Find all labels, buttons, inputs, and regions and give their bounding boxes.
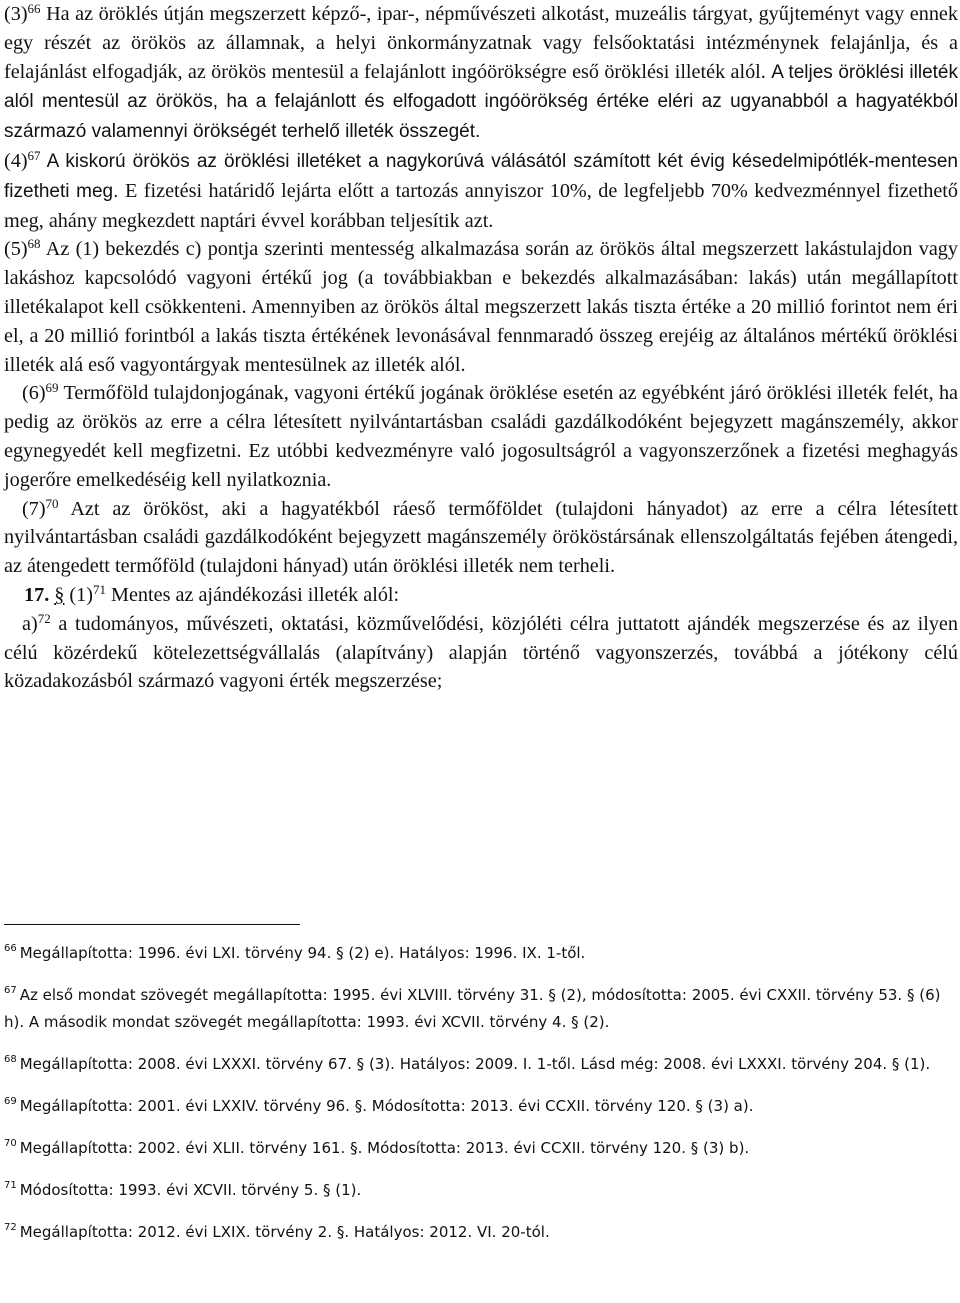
point-text: a tudományos, művészeti, oktatási, közművelődési, közjóléti célra juttatott ajándék megszerzése és az ilyen célú közérdekű kötelezettségvállalás (alapítvány) alapján történő vagyonszerzés, továbbá a jótékony célú közadakozásból származó vagyoni érték megszerzése; <box>4 612 958 693</box>
footnote-number: 68 <box>4 1054 17 1065</box>
footnote-number: 71 <box>4 1180 17 1191</box>
paragraph-text: Termőföld tulajdonjogának, vagyoni értékű jogának öröklése esetén az egyébként járó öröklési illeték felét, ha pedig az örökös az erre a célra létesített nyilvántartásban családi gazdálkodóként bejegyzett magánszemély, akkor egynegyedét kell megfizetni. <box>4 382 958 462</box>
footnote-ref[interactable]: 70 <box>45 495 59 511</box>
paragraph-7 <box>4 495 958 581</box>
paragraph-text: Ez utóbbi kedvezményre való jogosultságról a vagyonszerzőnek a fizetési meghagyás jogerőre emelkedéséig kell nyilatkoznia. <box>4 439 958 491</box>
footnote-number: 66 <box>4 943 17 954</box>
paragraph-4 <box>4 147 958 235</box>
footnote-text: Megállapította: 2001. évi LXXIV. törvény 96. §. Módosította: 2013. évi CCXII. törvény 120. § (3) a). <box>19 1097 754 1115</box>
footnote-ref[interactable]: 68 <box>27 236 41 252</box>
paragraph-number: (3) <box>4 3 28 25</box>
footnote-number: 70 <box>4 1138 17 1149</box>
footnote-text: Megállapította: 2008. évi LXXXI. törvény 67. § (3). Hatályos: 2009. I. 1-től. Lásd még: 2008. évi LXXXI. törvény 204. § (1). <box>19 1055 931 1073</box>
point-a <box>4 610 958 696</box>
paragraph-text: E fizetési határidő lejárta előtt a tartozás annyiszor 10%, de legfeljebb 70% kedvezménnyel fizethető meg, ahány megkezdett naptári évvel korábban teljesítik azt. <box>4 179 958 232</box>
section-number: 17. <box>24 583 50 606</box>
footnote-text: Módosította: 1993. évi XCVII. törvény 5. § (1). <box>19 1181 362 1199</box>
footnote-number: 72 <box>4 1222 17 1233</box>
paragraph-number: (5) <box>4 238 28 261</box>
footnote <box>4 982 958 1036</box>
paragraph-number: (6) <box>22 382 46 405</box>
footnote-ref[interactable]: 69 <box>45 380 59 396</box>
paragraph-text: Ha az öröklés útján megszerzett képző-, ipar-, népművészeti alkotást, muzeális tárgyat, gyűjteményt vagy ennek egy részét az örökös az államnak, a helyi önkormányzatnak vagy felsőoktatási intézménynek felajánlja, és a felajánlást elfogadják, az örökös mentesül a felajánlott ingóörökségre eső öröklési illeték alól. <box>4 3 958 83</box>
section-17-heading <box>4 581 958 610</box>
footnote-ref[interactable]: 72 <box>37 610 51 626</box>
footnote-separator <box>4 924 300 925</box>
section-text: Mentes az ajándékozási illeték alól: <box>105 583 400 606</box>
footnote <box>4 940 958 967</box>
footnotes <box>4 940 958 1261</box>
section-symbol: § <box>54 583 65 606</box>
paragraph-number: (1) <box>69 583 93 606</box>
footnote-number: 69 <box>4 1096 17 1107</box>
main-text <box>4 0 958 696</box>
paragraph-6 <box>4 379 958 494</box>
paragraph-number: (4) <box>4 149 28 172</box>
footnote <box>4 1177 958 1204</box>
paragraph-text: Az (1) bekezdés c) pontja szerinti mentesség alkalmazása során az örökös által megszerzett lakástulajdon vagy lakáshoz kapcsolódó vagyoni értékű jog (a továbbiakban e bekezdés alkalmazásában: lakás) után megállapított illetékalapot kell csökkenteni. <box>4 238 958 318</box>
footnote-ref[interactable]: 67 <box>27 147 41 163</box>
footnote <box>4 1093 958 1120</box>
paragraph-text: Amennyiben az örökös által megszerzett lakás tiszta értéke a 20 millió forintot nem éri el, a 20 millió forintból a lakás tiszta értékének levonásával fennmaradó összeg erejéig az általános mértékű öröklési illeték alá eső vagyontárgyak mentesülnek az illeték alól. <box>4 295 958 376</box>
footnote-text: Megállapította: 2012. évi LXIX. törvény 2. §. Hatályos: 2012. VI. 20-tól. <box>19 1223 550 1241</box>
paragraph-3 <box>4 0 958 147</box>
footnote-ref[interactable]: 71 <box>92 581 106 597</box>
footnote-number: 67 <box>4 985 17 996</box>
point-label: a) <box>22 612 38 635</box>
paragraph-number: (7) <box>22 497 46 520</box>
footnote-text: Megállapította: 1996. évi LXI. törvény 94. § (2) e). Hatályos: 1996. IX. 1-től. <box>19 944 586 962</box>
paragraph-text: A kiskorú örökös az öröklési illetéket a nagykorúvá válásától számított két évig késedelmipótlék-mentesen fizetheti meg. <box>4 150 958 202</box>
footnote-ref[interactable]: 66 <box>27 1 41 16</box>
footnote <box>4 1135 958 1162</box>
footnote-text: Az első mondat szövegét megállapította: 1995. évi XLVIII. törvény 31. § (2), módosította: 2005. évi CXXII. törvény 53. § (6) h). A második mondat szövegét megállapította: 1993. évi XCVII. törvény 4. § (2). <box>4 986 941 1031</box>
footnote-text: Megállapította: 2002. évi XLII. törvény 161. §. Módosította: 2013. évi CCXII. törvény 120. § (3) b). <box>19 1139 750 1157</box>
paragraph-text: A teljes öröklési illeték alól mentesül az örökös, ha a felajánlott és elfogadott ingóörökség értéke eléri az ugyanabból a hagyatékból származó valamennyi örökségét terhelő illeték összegét. <box>4 61 958 143</box>
footnote <box>4 1051 958 1078</box>
footnote <box>4 1219 958 1246</box>
paragraph-5 <box>4 235 958 379</box>
paragraph-text: Azt az örököst, aki a hagyatékból ráeső termőföldet (tulajdoni hányadot) az erre a célra létesített nyilvántartásban családi gazdálkodóként bejegyzett magánszemély örököstársának ellenszolgáltatás fejében átengedi, az átengedett termőföld (tulajdoni hányad) után öröklési illeték nem terheli. <box>4 497 958 578</box>
